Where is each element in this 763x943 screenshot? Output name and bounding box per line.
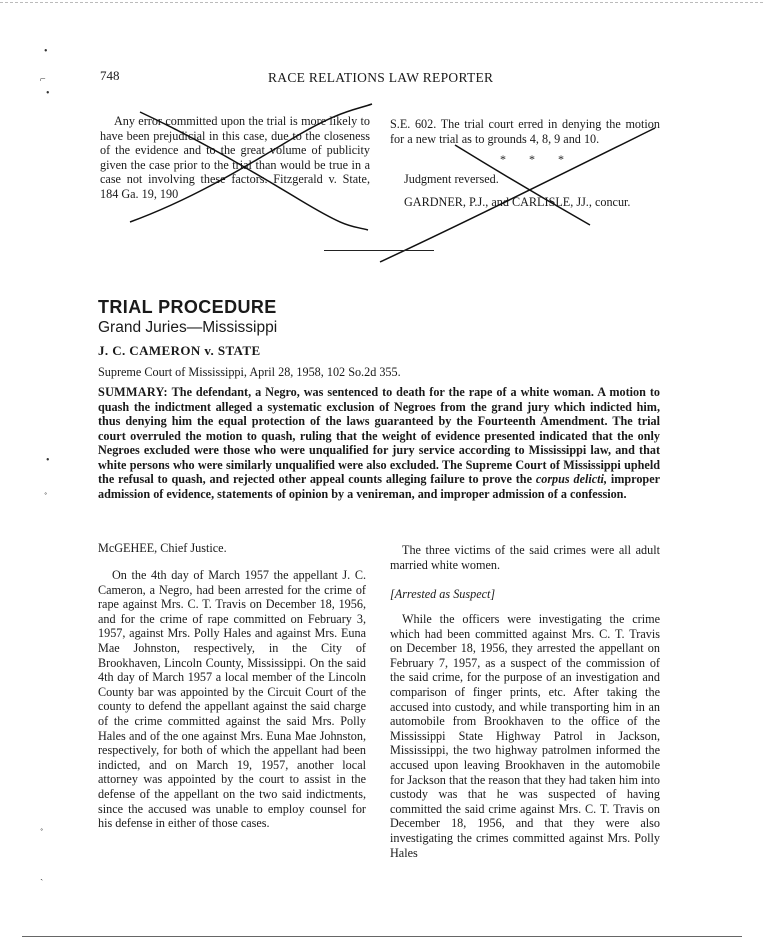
margin-mark: ˚: [44, 492, 48, 503]
opinion-subheading: [Arrested as Suspect]: [390, 587, 496, 601]
margin-mark: ˚: [40, 828, 44, 839]
case-citation: Supreme Court of Mississippi, April 28, 1958, 102 So.2d 355.: [98, 365, 401, 379]
summary-text-continued: improper admission of evidence, statements of opinion by a venireman, and improper admission of a confession.: [98, 472, 661, 501]
page-number: 748: [100, 68, 120, 83]
section-title: TRIAL PROCEDURE: [98, 297, 277, 317]
opinion-right-paragraph-1: The three victims of the said crimes were all adult married white women.: [390, 543, 660, 572]
opinion-author: McGEHEE, Chief Justice.: [98, 541, 227, 555]
summary-italic-term: corpus delicti,: [535, 472, 607, 486]
judgment-line: Judgment reversed.: [404, 172, 499, 186]
margin-mark: ⌐: [40, 74, 46, 85]
summary-label: SUMMARY:: [98, 385, 168, 399]
bottom-edge-line: [22, 936, 742, 937]
margin-mark: •: [46, 88, 50, 99]
margin-mark: ˎ: [40, 870, 44, 881]
prior-case-left-paragraph: Any error committed upon the trial is more likely to have been prejudicial in this case, due to the closeness of the evidence and to the great volume of publicity given the case prior to the trial than would be true in a case not involving these factors. Fitzgerald v. State, 184 Ga. 19, 190: [100, 114, 370, 201]
section-subtitle: Grand Juries—Mississippi: [98, 319, 278, 336]
top-edge-line: [0, 2, 763, 3]
section-divider: [324, 250, 434, 251]
running-header: RACE RELATIONS LAW REPORTER: [268, 70, 494, 85]
opinion-right-paragraph-2: While the officers were investigating the crime which had been committed against Mrs. C. T. Travis on December 18, 1956, they arrested the appellant on February 7, 1957, as a suspect of the commission of the said crime, for the purpose of an investigation and comparison of finger prints, etc. After taking the accused into custody, and while transporting him in an automobile from Brookhaven to the office of the Mississippi State Highway Patrol in Jackson, Mississippi, the two highway patrolmen informed the accused upon leaving Brookhaven in the automobile for Jackson that the reason that they had taken him into custody was that he was suspected of having committed the said crime against Mrs. C. T. Travis on December 18, 1956, and that they were also investigating the crimes committed against Mrs. Polly Hales: [390, 612, 660, 860]
concurring-judges: GARDNER, P.J., and CARLISLE, JJ., concur.: [404, 195, 631, 209]
case-summary: [98, 385, 660, 501]
margin-mark: •: [44, 46, 48, 57]
case-name: J. C. CAMERON v. STATE: [98, 343, 261, 358]
margin-mark: •: [46, 455, 50, 466]
ellipsis-separator: * * *: [500, 152, 574, 166]
summary-text: The defendant, a Negro, was sentenced to death for the rape of a white woman. A motion to quash the indictment alleged a systematic exclusion of Negroes from the grand jury which indicted him, thus denying him the equal protection of the laws guaranteed by the Fourteenth Amendment. The trial court overruled the motion to quash, ruling that the weight of evidence presented indicated that the only Negroes excluded were those who were unqualified for jury service according to Mississippi law, and that white persons who were similarly unqualified were also excluded. The Supreme Court of Mississippi upheld the refusal to quash, and rejected other appeal counts alleging failure to prove the: [98, 385, 661, 486]
prior-case-right-paragraph: S.E. 602. The trial court erred in denying the motion for a new trial as to grounds 4, 8, 9 and 10.: [390, 117, 660, 146]
opinion-left-paragraph: On the 4th day of March 1957 the appellant J. C. Cameron, a Negro, had been arrested for the crime of rape against Mrs. C. T. Travis on December 18, 1956, and for the crime of rape committed on February 3, 1957, against Mrs. Polly Hales and against Mrs. Euna Mae Johnston, respectively, in the City of Brookhaven, Lincoln County, Mississippi. On the said 4th day of March 1957 a local member of the Lincoln County bar was appointed by the Circuit Court of the county to defend the appellant against the said charge of the crime committed against the said Mrs. Polly Hales and of the one against Mrs. Euna Mae Johnston, respectively, for both of which the appellant had been indicted, and on March 19, 1957, another local attorney was appointed by the court to assist in the defense of the appellant on the two said indictments, since the accused was unable to employ counsel for his defense in either of those cases.: [98, 568, 366, 831]
